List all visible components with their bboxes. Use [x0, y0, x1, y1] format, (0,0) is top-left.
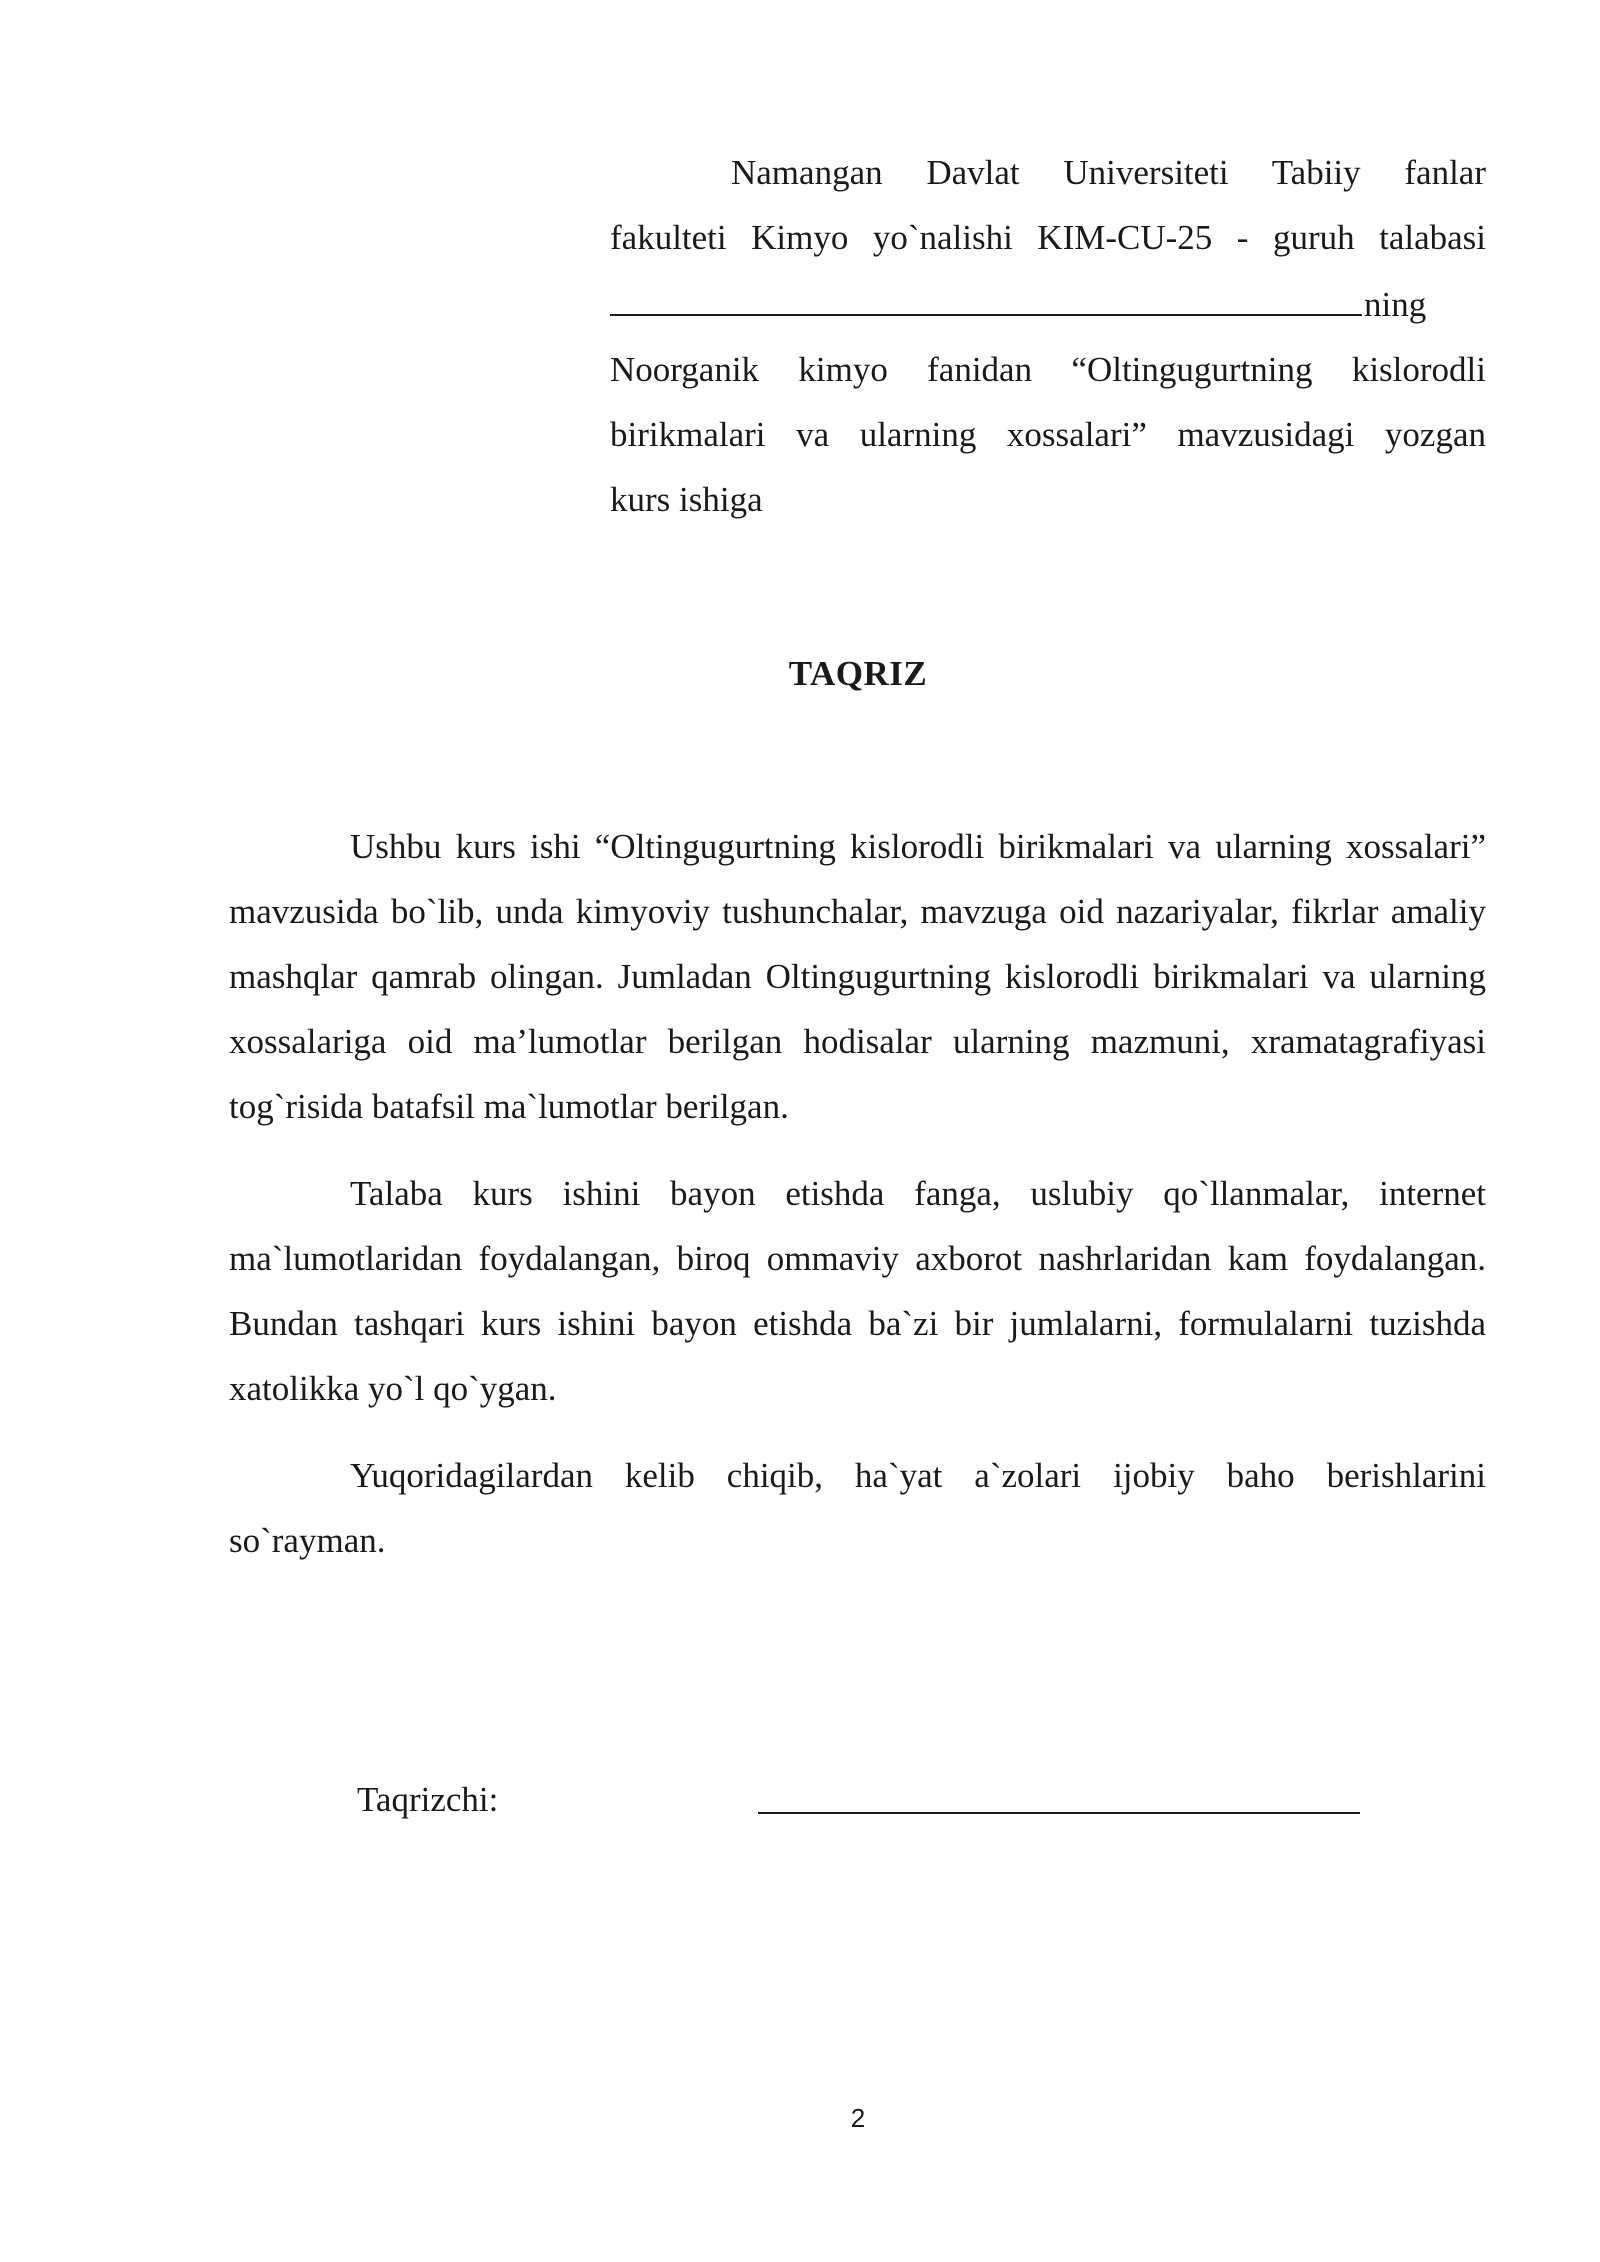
header-line-6: kurs ishiga — [610, 480, 763, 519]
header-line-2: fakulteti Kimyo yo`nalishi KIM-CU-25 - guruh talabasi — [610, 218, 1486, 257]
review-body — [229, 814, 1486, 1595]
signature-label: Taqrizchi: — [357, 1780, 499, 1819]
page-number: 2 — [850, 2103, 866, 2133]
header-line-3-suffix: ning — [1364, 285, 1427, 324]
header-line-3 — [610, 270, 1486, 337]
header-line-4: Noorganik kimyo fanidan “Oltingugurtning kislorodli — [610, 350, 1486, 389]
document-title: TAQRIZ — [788, 654, 928, 693]
paragraph-1: Ushbu kurs ishi “Oltingugurtning kislorodli birikmalari va ularning xossalari” mavzusida bo`lib, unda kimyoviy tushunchalar, mavzuga oid nazariyalar, fikrlar amaliy mashqlar qamrab olingan. Jumladan Oltingugurtning kislorodli birikmalari va ularning xossalariga oid ma’lumotlar berilgan hodisalar ularning mazmuni, xramatagrafiyasi tog`risida batafsil ma`lumotlar berilgan. — [229, 827, 1486, 1126]
signature-blank-line — [758, 1812, 1360, 1814]
header-block — [610, 140, 1486, 532]
header-line-5: birikmalari va ularning xossalari” mavzusidagi yozgan — [610, 415, 1486, 454]
paragraph-3: Yuqoridagilardan kelib chiqib, ha`yat a`zolari ijobiy baho berishlarini so`rayman. — [229, 1456, 1486, 1560]
student-name-blank — [610, 270, 1362, 316]
paragraph-2: Talaba kurs ishini bayon etishda fanga, uslubiy qo`llanmalar, internet ma`lumotlaridan foydalangan, biroq ommaviy axborot nashrlaridan kam foydalangan. Bundan tashqari kurs ishini bayon etishda ba`zi bir jumlalarni, formulalarni tuzishda xatolikka yo`l qo`ygan. — [229, 1174, 1486, 1408]
header-line-1: Namangan Davlat Universiteti Tabiiy fanlar — [731, 153, 1486, 192]
